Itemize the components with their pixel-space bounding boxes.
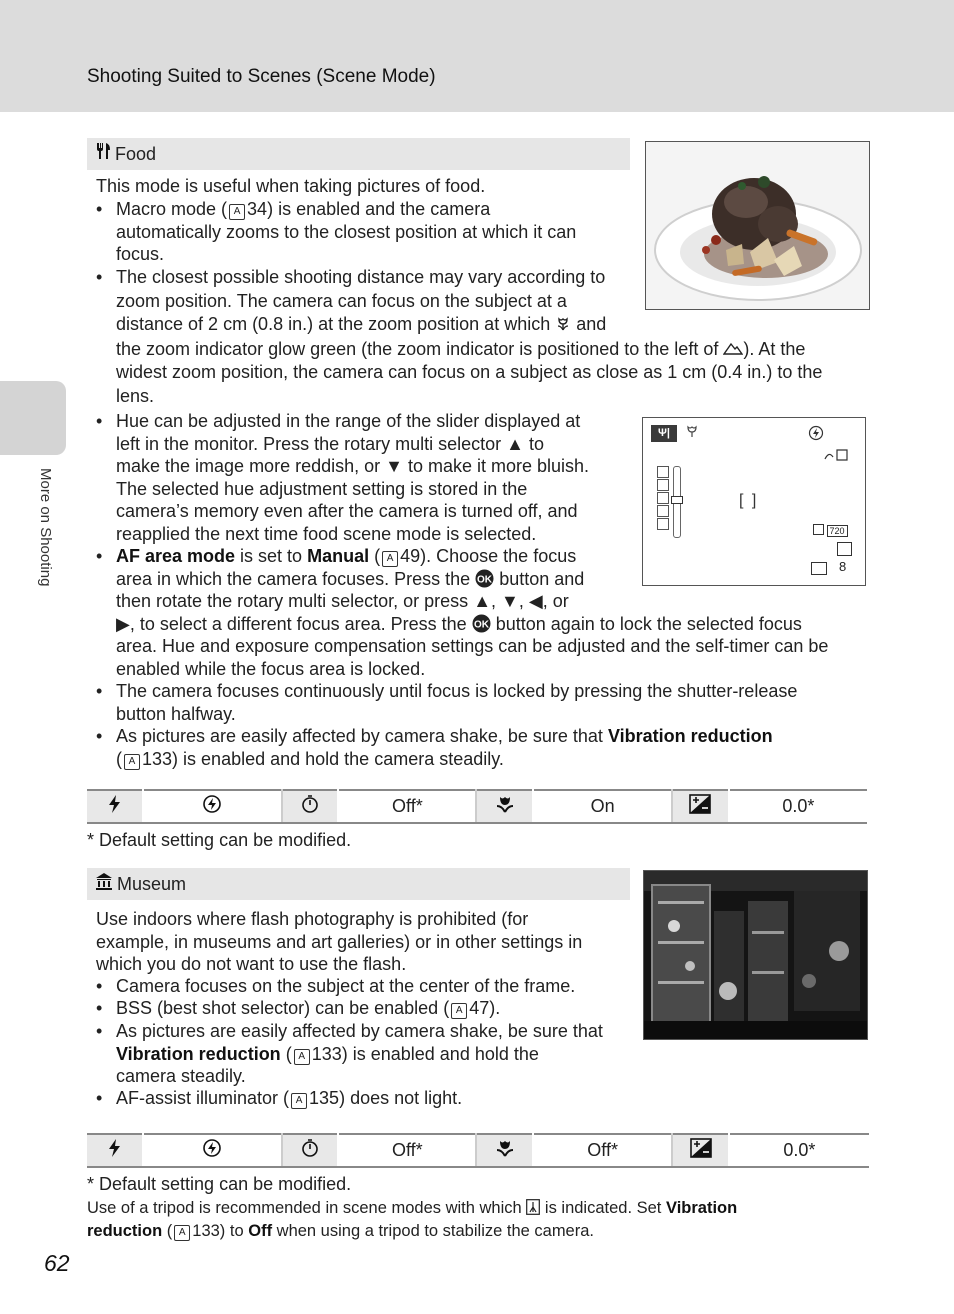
header-band bbox=[0, 0, 954, 112]
self-timer-icon bbox=[282, 1134, 339, 1167]
svg-text:OK: OK bbox=[473, 619, 489, 631]
arrow-left-icon: ◀ bbox=[528, 591, 543, 612]
macro-mode-icon bbox=[476, 1134, 533, 1167]
hue-slider[interactable] bbox=[657, 466, 669, 536]
page-ref-icon: A bbox=[382, 551, 398, 567]
food-mode-icon bbox=[95, 138, 111, 170]
side-tab-label: More on Shooting bbox=[37, 468, 54, 587]
arrow-down-icon: ▼ bbox=[501, 591, 519, 612]
flash-off-value-icon bbox=[143, 790, 282, 823]
museum-footnote: * Default setting can be modified. bbox=[87, 1174, 352, 1194]
image-size-icon bbox=[837, 542, 852, 556]
tripod-icon bbox=[526, 1199, 540, 1217]
page-ref-icon: A bbox=[229, 204, 245, 220]
macro-mode-value: Off* bbox=[533, 1134, 672, 1167]
flash-mode-icon bbox=[87, 790, 143, 823]
side-tab bbox=[0, 381, 66, 455]
page-ref-icon: A bbox=[174, 1225, 190, 1241]
page-ref-icon: A bbox=[124, 754, 140, 770]
food-intro: This mode is useful when taking pictures of food. bbox=[96, 176, 486, 196]
exposures-remaining: 8 bbox=[839, 559, 847, 574]
food-settings-table bbox=[87, 789, 867, 824]
arrow-up-icon: ▲ bbox=[473, 591, 492, 612]
arrow-right-icon: ▶ bbox=[116, 613, 130, 634]
flash-mode-icon bbox=[87, 1134, 143, 1167]
tripod-note: Use of a tripod is recommended in scene modes with which is indicated. Set Vibration reduction ( A 133) to Off when using a tripod to stabilize the camera. bbox=[87, 1199, 738, 1240]
self-timer-icon bbox=[282, 790, 339, 823]
page-ref-icon: A bbox=[294, 1049, 310, 1065]
ok-button-icon bbox=[475, 569, 494, 589]
page-ref-icon: A bbox=[451, 1003, 467, 1019]
exposure-compensation-value: 0.0* bbox=[729, 1134, 869, 1167]
macro-mode-value: On bbox=[533, 790, 672, 823]
macro-flower-icon bbox=[555, 314, 571, 334]
museum-sample-photo bbox=[643, 870, 868, 1040]
museum-intro: Use indoors where flash photography is prohibited (for example, in museums and art galleries) or in other settings in which you do not want to use the flash. bbox=[96, 909, 583, 975]
movie-mode-badge: 720 bbox=[813, 524, 848, 537]
flash-off-value-icon bbox=[143, 1134, 282, 1167]
museum-settings-table bbox=[87, 1133, 869, 1168]
food-footnote: * Default setting can be modified. bbox=[87, 830, 352, 850]
museum-mode-icon bbox=[95, 868, 113, 900]
exposure-compensation-value: 0.0* bbox=[729, 790, 867, 823]
exposure-compensation-icon bbox=[672, 790, 729, 823]
page-ref-icon: A bbox=[291, 1093, 307, 1109]
card-icon bbox=[813, 524, 824, 535]
focus-area-bracket: [ ] bbox=[739, 492, 759, 509]
exposure-compensation-icon bbox=[672, 1134, 729, 1167]
ok-button-icon bbox=[472, 614, 491, 634]
monitor-macro-icon bbox=[685, 425, 699, 442]
museum-section-heading: Museum bbox=[87, 868, 630, 900]
food-mode-badge-icon: Ψ| bbox=[651, 425, 677, 442]
svg-text:OK: OK bbox=[477, 574, 493, 586]
self-timer-value: Off* bbox=[338, 1134, 476, 1167]
flash-off-icon bbox=[808, 425, 824, 444]
vibration-hand-icon bbox=[821, 447, 851, 466]
arrow-down-icon: ▼ bbox=[385, 456, 403, 477]
macro-mode-icon bbox=[476, 790, 533, 823]
page-header-title: Shooting Suited to Scenes (Scene Mode) bbox=[87, 66, 436, 87]
food-section-heading: Food bbox=[87, 138, 630, 170]
page-number: 62 bbox=[44, 1250, 70, 1276]
hue-slider-thumb[interactable] bbox=[671, 496, 683, 504]
arrow-up-icon: ▲ bbox=[506, 433, 524, 454]
self-timer-value: Off* bbox=[338, 790, 476, 823]
mountain-icon bbox=[723, 339, 743, 359]
